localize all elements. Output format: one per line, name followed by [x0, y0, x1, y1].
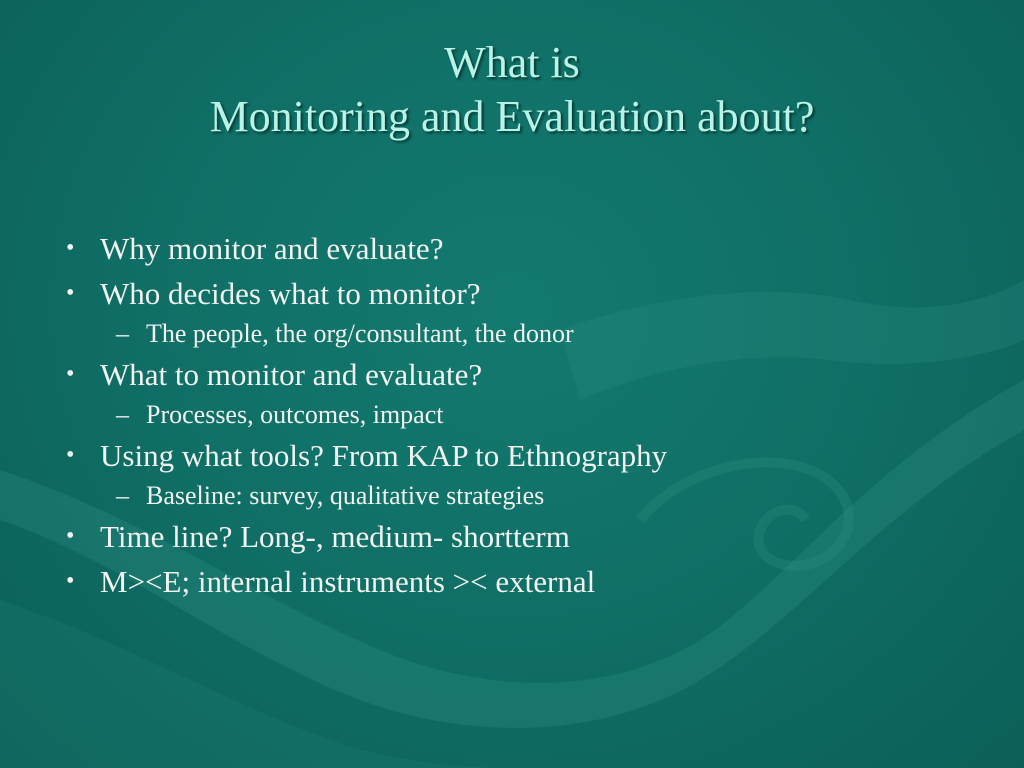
bullet-dot-icon: • [66, 280, 75, 306]
sub-bullet-text: The people, the org/consultant, the donor [146, 319, 574, 348]
bullet-item [58, 433, 988, 478]
bullet-item [58, 559, 988, 604]
bullet-text: Who decides what to monitor? [100, 276, 481, 311]
bullet-text: Using what tools? From KAP to Ethnography [100, 438, 668, 473]
sub-bullet-item [58, 474, 988, 518]
bullet-dot-icon: • [66, 361, 75, 387]
bullet-item [58, 514, 988, 559]
bullet-item [58, 226, 988, 271]
dash-icon: – [116, 481, 129, 510]
bullet-dot-icon: • [66, 442, 75, 468]
sub-bullet-item [58, 393, 988, 437]
sub-bullet-item [58, 312, 988, 356]
bullet-dot-icon: • [66, 523, 75, 549]
bullet-text: Why monitor and evaluate? [100, 231, 444, 266]
dash-icon: – [116, 319, 129, 348]
bullet-text: Time line? Long-, medium- shortterm [100, 519, 570, 554]
bullet-item [58, 352, 988, 397]
bullet-item [58, 271, 988, 316]
bullet-text: What to monitor and evaluate? [100, 357, 483, 392]
slide-title [0, 36, 1024, 144]
bullet-list [58, 226, 988, 604]
dash-icon: – [116, 400, 129, 429]
sub-bullet-text: Baseline: survey, qualitative strategies [146, 481, 545, 510]
slide-title-line-1: What is [444, 38, 580, 87]
bullet-dot-icon: • [66, 568, 75, 594]
bullet-dot-icon: • [66, 235, 75, 261]
sub-bullet-text: Processes, outcomes, impact [146, 400, 444, 429]
slide-title-line-2: Monitoring and Evaluation about? [209, 92, 815, 141]
bullet-text: M><E; internal instruments >< external [100, 564, 596, 599]
